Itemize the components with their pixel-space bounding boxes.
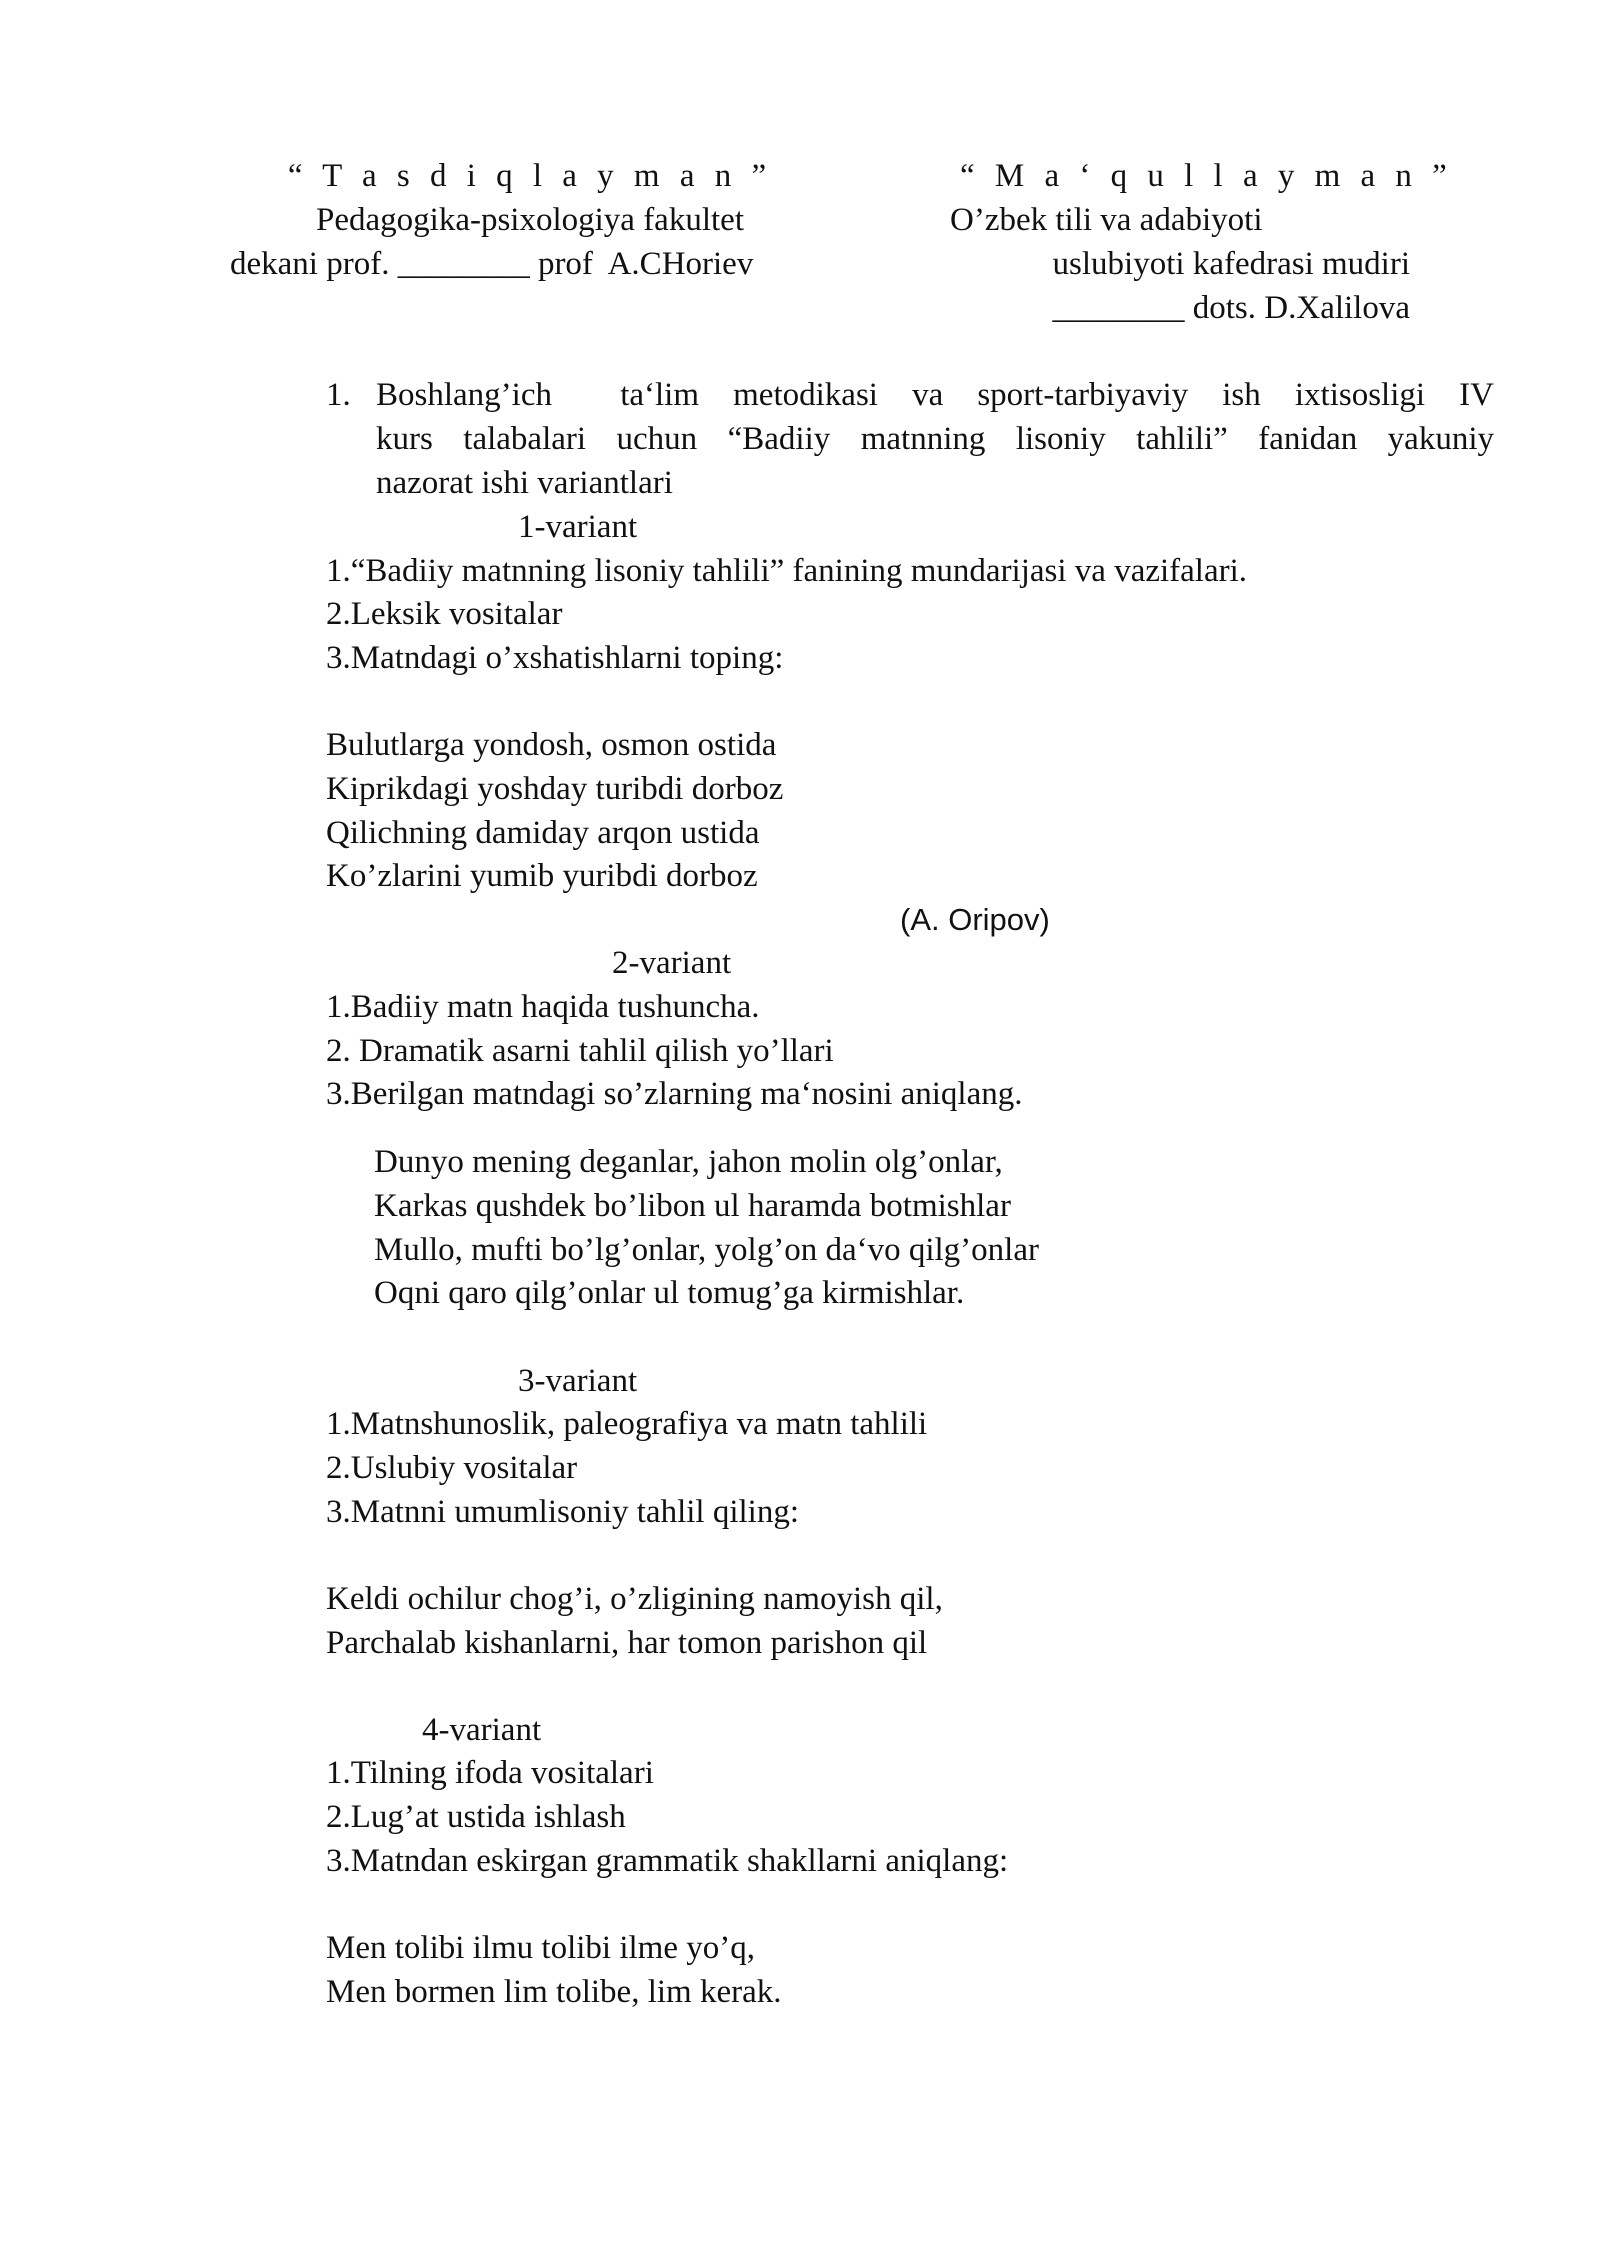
variant-1-poem-line-1: Bulutlarga yondosh, osmon ostida [326,727,777,763]
intro-line-2: kurs talabalari uchun “Badiiy matnning lisoniy tahlili” fanidan yakuniy [376,421,1494,457]
variant-2-poem-line-4: Oqni qaro qilg’onlar ul tomug’ga kirmishlar. [374,1275,965,1311]
dean-signature-line: dekani prof. ________ prof A.CHoriev [230,246,754,282]
variant-3-title: 3-variant [518,1363,638,1399]
variant-2-poem-line-1: Dunyo mening deganlar, jahon molin olg’onlar, [374,1144,1003,1180]
variant-4-poem-line-2: Men bormen lim tolibe, lim kerak. [326,1974,782,2010]
variant-1-title: 1-variant [518,509,638,545]
variant-3-question-1: 1.Matnshunoslik, paleografiya va matn tahlili [326,1406,928,1442]
variant-3-question-3: 3.Matnni umumlisoniy tahlil qiling: [326,1494,800,1530]
variant-1-poem-line-2: Kiprikdagi yoshday turibdi dorboz [326,771,784,807]
variant-4-question-1: 1.Tilning ifoda vositalari [326,1755,654,1791]
agreement-title: “ M a ‘ q u l l a y m a n ” [960,158,1453,194]
variant-2-question-2: 2. Dramatik asarni tahlil qilish yo’llari [326,1033,834,1069]
variant-3-question-2: 2.Uslubiy vositalar [326,1450,578,1486]
department-line-1: O’zbek tili va adabiyoti [950,202,1263,238]
variant-1-poem-line-4: Ko’zlarini yumib yuribdi dorboz [326,858,758,894]
variant-1-question-1: 1.“Badiiy matnning lisoniy tahlili” fanining mundarijasi va vazifalari. [326,553,1248,589]
intro-line-3: nazorat ishi variantlari [376,465,673,501]
variant-1-question-2: 2.Leksik vositalar [326,596,563,632]
intro-line-1: Boshlang’ich ta‘lim metodikasi va sport-tarbiyaviy ish ixtisosligi IV [376,377,1494,413]
variant-2-question-3: 3.Berilgan matndagi so’zlarning ma‘nosini aniqlang. [326,1076,1023,1112]
variant-3-poem-line-2: Parchalab kishanlarni, har tomon parishon qil [326,1625,928,1661]
variant-4-title: 4-variant [422,1712,542,1748]
intro-number: 1. [326,377,351,413]
faculty-name: Pedagogika-psixologiya fakultet [316,202,744,238]
variant-2-title: 2-variant [612,945,732,981]
department-line-2: uslubiyoti kafedrasi mudiri [1052,246,1410,282]
variant-4-poem-line-1: Men tolibi ilmu tolibi ilme yo’q, [326,1930,755,1966]
variant-3-poem-line-1: Keldi ochilur chog’i, o’zligining namoyish qil, [326,1581,943,1617]
variant-1-author: (A. Oripov) [900,902,1050,937]
variant-1-poem-line-3: Qilichning damiday arqon ustida [326,815,760,851]
approval-title: “ T a s d i q l a y m a n ” [287,158,773,194]
department-head-signature-line: ________ dots. D.Xalilova [1052,290,1410,326]
variant-2-poem-line-2: Karkas qushdek bo’libon ul haramda botmishlar [374,1188,1011,1224]
variant-1-question-3: 3.Matndagi o’xshatishlarni toping: [326,640,784,676]
variant-4-question-3: 3.Matndan eskirgan grammatik shakllarni aniqlang: [326,1843,1009,1879]
variant-2-question-1: 1.Badiiy matn haqida tushuncha. [326,989,760,1025]
variant-4-question-2: 2.Lug’at ustida ishlash [326,1799,626,1835]
variant-2-poem-line-3: Mullo, mufti bo’lg’onlar, yolg’on da‘vo qilg’onlar [374,1232,1039,1268]
